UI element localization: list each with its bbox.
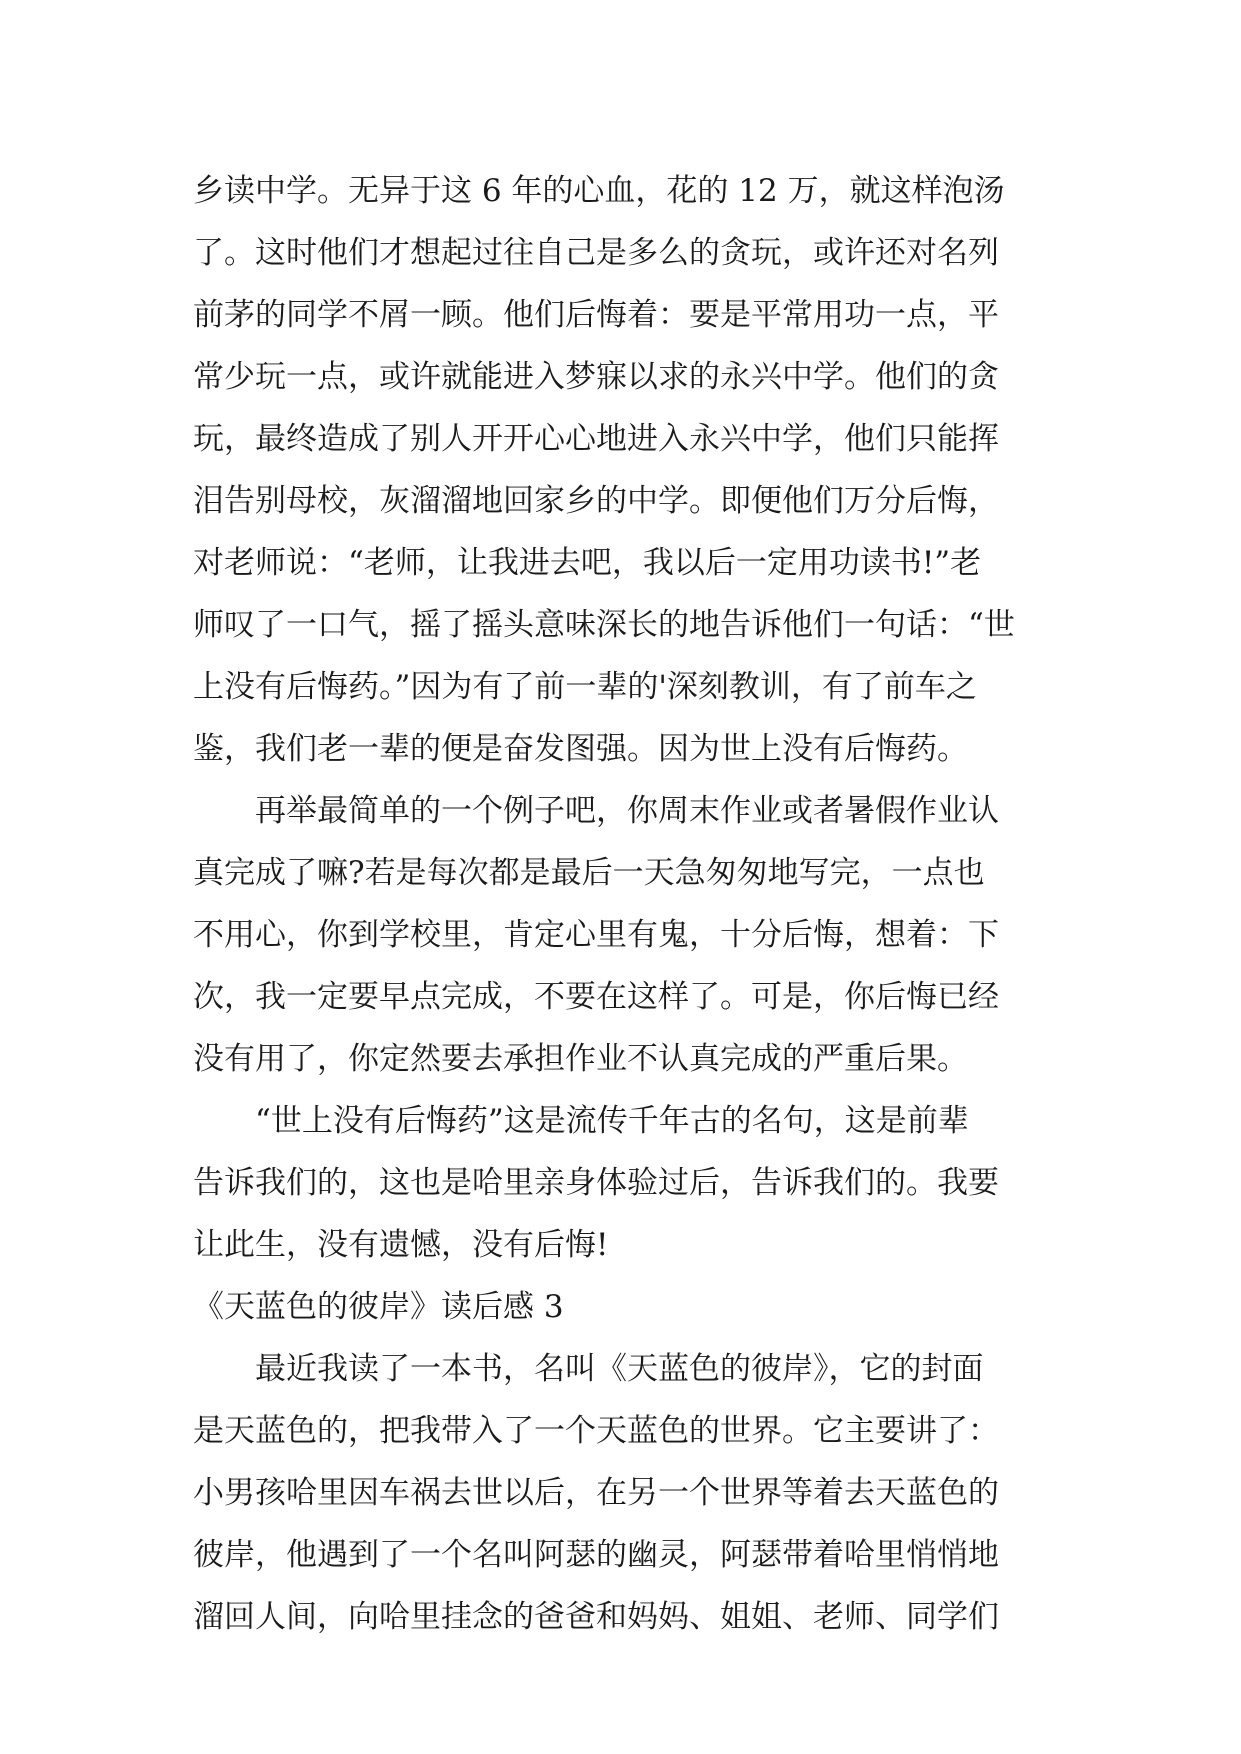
text-line: 泪告别母校，灰溜溜地回家乡的中学。即便他们万分后悔， [193, 483, 999, 519]
text-line: 鉴，我们老一辈的便是奋发图强。因为世上没有后悔药。 [193, 731, 968, 767]
paragraph-first-line: 最近我读了一本书，名叫《天蓝色的彼岸》，它的封面 [255, 1351, 984, 1387]
text-line: 师叹了一口气，摇了摇头意味深长的地告诉他们一句话：“世 [193, 607, 1015, 643]
text-line: 常少玩一点，或许就能进入梦寐以求的永兴中学。他们的贪 [193, 359, 999, 395]
section-heading: 《天蓝色的彼岸》读后感 3 [193, 1289, 564, 1325]
text-line: 了。这时他们才想起过往自己是多么的贪玩，或许还对名列 [193, 235, 999, 271]
text-line: 告诉我们的，这也是哈里亲身体验过后，告诉我们的。我要 [193, 1165, 999, 1201]
text-line: 小男孩哈里因车祸去世以后，在另一个世界等着去天蓝色的 [193, 1475, 999, 1511]
paragraph-first-line: 再举最简单的一个例子吧，你周末作业或者暑假作业认 [255, 793, 999, 829]
text-line: 彼岸，他遇到了一个名叫阿瑟的幽灵，阿瑟带着哈里悄悄地 [193, 1537, 999, 1573]
paragraph-first-line: “世上没有后悔药”这是流传千年古的名句，这是前辈 [255, 1103, 969, 1139]
text-line: 让此生，没有遗憾，没有后悔! [193, 1227, 609, 1263]
text-line: 是天蓝色的，把我带入了一个天蓝色的世界。它主要讲了： [193, 1413, 999, 1449]
text-line: 没有用了，你定然要去承担作业不认真完成的严重后果。 [193, 1041, 968, 1077]
text-line: 玩，最终造成了别人开开心心地进入永兴中学，他们只能挥 [193, 421, 999, 457]
text-line: 前茅的同学不屑一顾。他们后悔着：要是平常用功一点，平 [193, 297, 999, 333]
text-line: 乡读中学。无异于这 6 年的心血，花的 12 万，就这样泡汤 [193, 173, 1005, 209]
document-body [193, 160, 1053, 1648]
text-line: 溜回人间，向哈里挂念的爸爸和妈妈、姐姐、老师、同学们 [193, 1599, 999, 1635]
text-line: 真完成了嘛?若是每次都是最后一天急匆匆地写完，一点也 [193, 855, 985, 891]
text-line: 上没有后悔药。”因为有了前一辈的'深刻教训，有了前车之 [193, 669, 977, 705]
text-line: 次，我一定要早点完成，不要在这样了。可是，你后悔已经 [193, 979, 999, 1015]
text-line: 对老师说：“老师，让我进去吧，我以后一定用功读书!”老 [193, 545, 982, 581]
text-line: 不用心，你到学校里，肯定心里有鬼，十分后悔，想着：下 [193, 917, 999, 953]
